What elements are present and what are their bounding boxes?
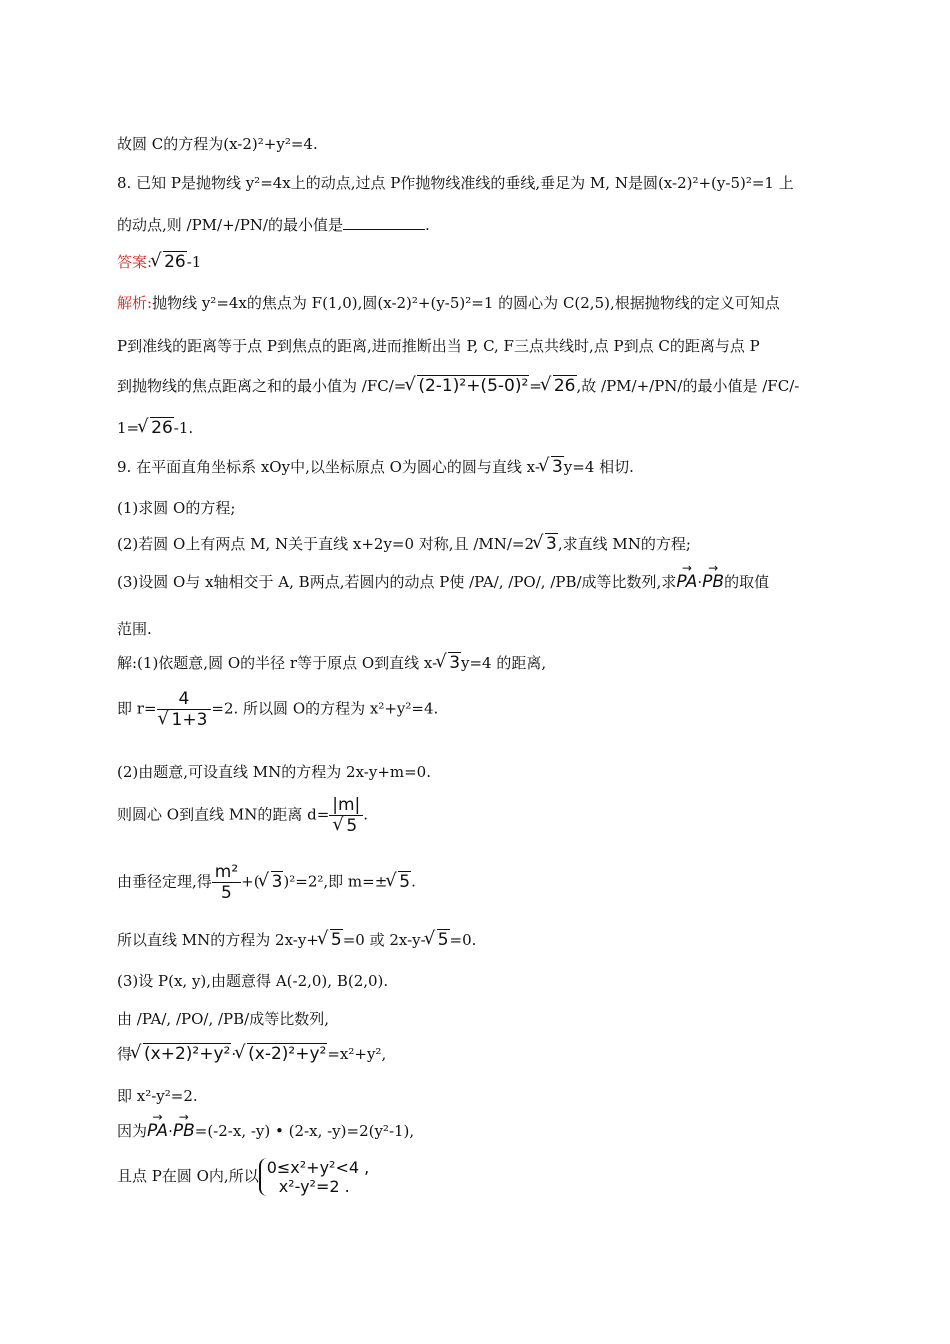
answer-line bbox=[117, 251, 201, 272]
text: 的取值 bbox=[724, 573, 770, 591]
sqrt: √ (x+2)²+y² bbox=[132, 1044, 231, 1064]
dot: · bbox=[697, 573, 703, 591]
fraction: $\frac{\text{m²}}{5}$ bbox=[212, 862, 241, 903]
solution-step-9 bbox=[117, 1043, 386, 1064]
sqrt: √ 1+3 bbox=[160, 710, 209, 730]
text: (3)设圆 O与 x轴相交于 A, B两点,若圆内的动点 P使 /PA/, /PO/, /PB/成等比数列,求 bbox=[117, 573, 677, 591]
solution-step-6 bbox=[117, 929, 476, 950]
text: 所以直线 MN的方程为 2x-y+ bbox=[117, 931, 319, 949]
solution-label: 解析: bbox=[117, 294, 153, 312]
text: =x²+y², bbox=[327, 1045, 387, 1063]
sqrt: √ (2-1)²+(5-0)² bbox=[406, 376, 529, 396]
solution-step-5 bbox=[117, 862, 416, 903]
text: 解:(1)依题意,圆 O的半径 r等于原点 O到直线 x- bbox=[117, 654, 438, 672]
text: =0 或 2x-y- bbox=[342, 931, 426, 949]
sqrt: √ 26 bbox=[139, 418, 174, 438]
text: =2. 所以圆 O的方程为 x²+y²=4. bbox=[211, 699, 439, 718]
solution-line-1 bbox=[117, 292, 780, 313]
solution-step-1 bbox=[117, 652, 546, 673]
question-8-cont bbox=[117, 214, 430, 235]
text: +( bbox=[241, 872, 260, 891]
solution-line-3 bbox=[117, 375, 799, 396]
text-line: 故圆 C的方程为(x-2)²+y²=4. bbox=[117, 135, 318, 153]
text: =0. bbox=[449, 931, 477, 949]
vector-pb: → PB bbox=[173, 1121, 195, 1141]
text: -1 bbox=[186, 253, 202, 271]
text: y=4 相切. bbox=[563, 458, 634, 476]
text: 且点 P在圆 O内,所以 bbox=[117, 1167, 259, 1185]
question-8: 8. 已知 P是抛物线 y²=4x上的动点,过点 P作抛物线准线的垂线,垂足为 M, N是圆(x-2)²+(y-5)²=1 上 bbox=[117, 174, 794, 192]
vector-pa: → PA bbox=[147, 1121, 168, 1141]
text: 因为 bbox=[117, 1122, 148, 1140]
question-9-part-1: (1)求圆 O的方程; bbox=[117, 499, 236, 517]
solution-line-2: P到准线的距离等于点 P到焦点的距离,进而推断出当 P, C, F三点共线时,点 P到点 C的距离与点 P bbox=[117, 337, 760, 355]
sqrt: √ 3 bbox=[260, 872, 284, 892]
text: . bbox=[425, 216, 430, 234]
text: -1. bbox=[173, 419, 194, 437]
text: 则圆心 O到直线 MN的距离 d= bbox=[117, 805, 330, 824]
solution-step-7: (3)设 P(x, y),由题意得 A(-2,0), B(2,0). bbox=[117, 972, 389, 990]
text: =(-2-x, -y) • (2-x, -y)=2(y²-1), bbox=[194, 1122, 415, 1140]
sqrt: √ 5 bbox=[426, 930, 450, 950]
text: 9. 在平面直角坐标系 xOy中,以坐标原点 O为圆心的圆与直线 x- bbox=[117, 458, 540, 476]
solution-step-3: (2)由题意,可设直线 MN的方程为 2x-y+m=0. bbox=[117, 763, 431, 781]
solution-step-8: 由 /PA/, /PO/, /PB/成等比数列, bbox=[117, 1010, 329, 1028]
system-row-2: x²-y²=2 . bbox=[278, 1177, 350, 1196]
solution-step-4 bbox=[117, 795, 368, 836]
text: 到抛物线的焦点距离之和的最小值为 /FC/= bbox=[117, 377, 407, 395]
question-9-part-3-cont: 范围. bbox=[117, 620, 152, 638]
sqrt: √ 3 bbox=[534, 534, 558, 554]
text: 由垂径定理,得 bbox=[117, 872, 212, 891]
text: ,故 /PM/+/PN/的最小值是 /FC/- bbox=[576, 377, 800, 395]
sqrt: √ 3 bbox=[540, 457, 564, 477]
system-row-1: 0≤x²+y²<4 , bbox=[266, 1158, 370, 1177]
text: )²=2²,即 m=± bbox=[283, 872, 388, 891]
dot: · bbox=[168, 1122, 173, 1140]
dot: · bbox=[231, 1045, 237, 1063]
equation-system bbox=[259, 1158, 370, 1196]
sqrt: √ 5 bbox=[334, 816, 358, 836]
answer-blank bbox=[343, 229, 425, 230]
answer-label: 答案: bbox=[117, 253, 153, 271]
text: 的动点,则 /PM/+/PN/的最小值是 bbox=[117, 216, 343, 234]
solution-step-11 bbox=[117, 1120, 414, 1141]
question-9-part-2 bbox=[117, 533, 691, 554]
sqrt: √ 26 bbox=[542, 376, 577, 396]
fraction: |m| √ 5 bbox=[329, 795, 363, 836]
text: 即 r= bbox=[117, 699, 157, 718]
text: ,求直线 MN的方程; bbox=[557, 535, 691, 553]
fraction: 4 √ 1+3 bbox=[157, 689, 212, 730]
sqrt: √ 3 bbox=[437, 653, 461, 673]
text: = bbox=[529, 377, 542, 395]
text: . bbox=[363, 805, 369, 824]
text: . bbox=[411, 872, 416, 891]
solution-line-4 bbox=[117, 418, 193, 438]
sqrt: √ 26 bbox=[152, 252, 187, 272]
vector-pa: → PA bbox=[676, 572, 697, 592]
text: y=4 的距离, bbox=[461, 654, 547, 672]
text: (2)若圆 O上有两点 M, N关于直线 x+2y=0 对称,且 /MN/=2 bbox=[117, 535, 535, 553]
solution-step-12 bbox=[117, 1158, 369, 1196]
text: 1= bbox=[117, 419, 140, 437]
sqrt: √ 5 bbox=[387, 872, 411, 892]
solution-step-10: 即 x²-y²=2. bbox=[117, 1087, 198, 1105]
question-9-part-3 bbox=[117, 571, 769, 592]
text: 得 bbox=[117, 1045, 133, 1063]
question-9 bbox=[117, 456, 634, 477]
sqrt: √ (x-2)²+y² bbox=[236, 1044, 327, 1064]
sqrt: √ 5 bbox=[319, 930, 343, 950]
solution-step-2 bbox=[117, 689, 438, 730]
vector-pb: → PB bbox=[702, 572, 724, 592]
text: 抛物线 y²=4x的焦点为 F(1,0),圆(x-2)²+(y-5)²=1 的圆心为 C(2,5),根据抛物线的定义可知点 bbox=[152, 294, 780, 312]
